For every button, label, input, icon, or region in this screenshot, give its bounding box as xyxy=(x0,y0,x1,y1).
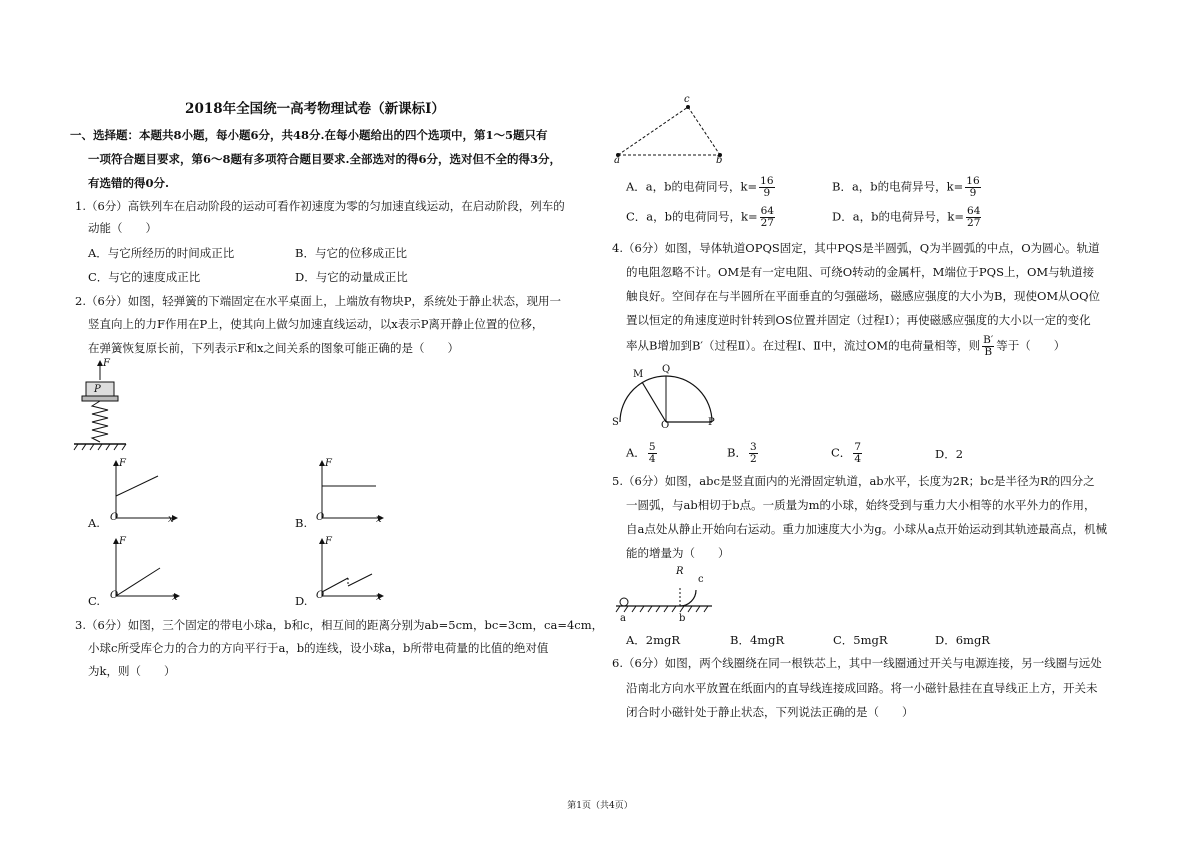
q4-option-a xyxy=(626,442,659,465)
q2-stem-line-1: 2.（6分）如图，轻弹簧的下端固定在水平桌面上，上端放有物块P，系统处于静止状态，现用一 xyxy=(75,294,562,308)
page-title: 2018年全国统一高考物理试卷（新课标Ⅰ） xyxy=(185,101,445,117)
q3-option-d xyxy=(832,206,983,229)
charge-a-label: a xyxy=(614,155,620,166)
q4-stem-line-2: 的电阻忽略不计。OM是有一定电阻、可绕O转动的金属杆，M端位于PQS上，OM与轨道接 xyxy=(626,265,1095,279)
section-header-line-3: 有选错的得0分. xyxy=(88,176,170,190)
q3-stem-line-2: 小球c所受库仑力的合力的方向平行于a，b的连线，设小球a，b所带电荷量的比值的绝对值 xyxy=(88,641,549,655)
q4-option-b xyxy=(727,442,760,465)
q5-stem-line-4: 能的增量为（ ） xyxy=(626,546,730,560)
page-footer: 第1页（共4页） xyxy=(567,801,633,811)
q2-option-b-label: B. xyxy=(295,516,308,530)
q2-graph-a-f: F xyxy=(119,458,126,469)
q2-graph-b-f: F xyxy=(325,458,332,469)
q1-stem-line-1: 1.（6分）高铁列车在启动阶段的运动可看作初速度为零的匀加速直线运动，在启动阶段，列车的 xyxy=(75,199,565,213)
q4-stem-line-5-text: 率从B增加到B′（过程Ⅱ）。在过程Ⅰ、Ⅱ中，流过OM的电荷量相等，则 xyxy=(626,338,981,353)
q4-option-c xyxy=(831,442,864,465)
q4-c-den: 4 xyxy=(854,453,861,465)
charge-triangle-figure xyxy=(612,95,732,165)
q3-b-num: 16 xyxy=(966,175,980,187)
section-header-line-2: 一项符合题目要求，第6～8题有多项符合题目要求.全部选对的得6分，选对但不全的得3分， xyxy=(88,152,562,166)
q2-option-c-label: C. xyxy=(88,594,101,608)
q3-option-b xyxy=(832,176,983,199)
q4-a-num: 5 xyxy=(648,441,656,453)
q4-option-a-text: A． xyxy=(626,445,646,460)
track-c-label: c xyxy=(698,574,704,585)
charge-b-label: b xyxy=(716,155,723,166)
q5-option-c: C．5mgR xyxy=(833,633,888,647)
q4-option-b-text: B． xyxy=(727,445,747,460)
q3-option-a xyxy=(626,176,777,199)
q4-ratio-fraction xyxy=(982,335,994,358)
track-figure xyxy=(612,566,722,626)
q4-option-a-fraction xyxy=(648,442,657,465)
q4-stem-line-1: 4.（6分）如图，导体轨道OPQS固定，其中PQS是半圆弧，Q为半圆弧的中点，O为圆心。轨道 xyxy=(612,241,1100,255)
q3-option-c-fraction xyxy=(760,206,775,229)
q2-option-a-label: A. xyxy=(88,516,100,530)
q2-stem-line-2: 竖直向上的力F作用在P上，使其向上做匀加速直线运动，以x表示P离开静止位置的位移， xyxy=(88,317,544,331)
q3-stem-line-1: 3.（6分）如图，三个固定的带电小球a，b和c，相互间的距离分别为ab=5cm，bc=3cm，ca=4cm， xyxy=(75,618,604,632)
q3-option-a-text: A．a，b的电荷同号，k= xyxy=(626,179,758,194)
q4-option-c-text: C． xyxy=(831,445,852,460)
q4-ratio-den: B xyxy=(984,346,993,358)
point-p-label: P xyxy=(708,417,715,428)
q2-graph-d-x: x xyxy=(376,592,382,603)
track-b-label: b xyxy=(679,613,686,624)
q2-graph-c-o: O xyxy=(110,590,119,601)
point-s-label: S xyxy=(612,417,619,428)
q4-option-c-fraction xyxy=(853,442,862,465)
q5-stem-line-2: 一圆弧，与ab相切于b点。一质量为m的小球，始终受到与重力大小相等的水平外力的作用， xyxy=(626,498,1096,512)
q4-stem-line-5 xyxy=(626,335,1065,358)
q2-stem-line-3: 在弹簧恢复原长前，下列表示F和x之间关系的图象可能正确的是（ ） xyxy=(88,341,459,355)
q2-graph-c-f: F xyxy=(119,536,126,547)
q4-option-d: D．2 xyxy=(935,447,964,461)
q1-stem-line-2: 动能（ ） xyxy=(88,221,157,235)
q3-b-den: 9 xyxy=(969,187,977,199)
q5-stem-line-1: 5.（6分）如图，abc是竖直面内的光滑固定轨道，ab水平，长度为2R；bc是半径为R的四分之 xyxy=(612,474,1095,488)
spring-force-label: F xyxy=(103,358,110,369)
q1-option-a: A．与它所经历的时间成正比 xyxy=(88,246,235,260)
q6-stem-line-2: 沿南北方向水平放置在纸面内的直导线连接成回路。将一小磁针悬挂在直导线正上方，开关未 xyxy=(626,681,1098,695)
q1-option-d: D．与它的动量成正比 xyxy=(295,270,408,284)
q6-stem-line-1: 6.（6分）如图，两个线圈绕在同一根铁芯上，其中一线圈通过开关与电源连接，另一线圈与远处 xyxy=(612,656,1102,670)
spring-figure xyxy=(70,360,130,455)
q4-ratio-num: B′ xyxy=(983,334,994,346)
q2-graph-b-x: x xyxy=(376,514,382,525)
q4-c-num: 7 xyxy=(854,441,861,453)
q3-option-a-fraction xyxy=(759,176,774,199)
track-radius-label: R xyxy=(676,566,684,577)
q1-option-b: B．与它的位移成正比 xyxy=(295,246,407,260)
q4-stem-line-3: 触良好。空间存在与半圆所在平面垂直的匀强磁场，磁感应强度的大小为B，现使OM从OQ位 xyxy=(626,289,1101,303)
q4-b-num: 3 xyxy=(749,441,757,453)
track-a-label: a xyxy=(620,613,626,624)
q4-b-den: 2 xyxy=(749,453,757,465)
q3-a-num: 16 xyxy=(760,175,774,187)
q4-a-den: 4 xyxy=(648,453,656,465)
q5-option-b: B．4mgR xyxy=(730,633,785,647)
q5-stem-line-3: 自a点处从静止开始向右运动。重力加速度大小为g。小球从a点开始运动到其轨迹最高点，机械 xyxy=(626,522,1108,536)
q2-graph-a-x: x xyxy=(168,514,174,525)
q3-d-den: 27 xyxy=(967,217,981,229)
q2-graph-b-o: O xyxy=(316,512,325,523)
q2-graph-d-o: O xyxy=(316,590,325,601)
q6-stem-line-3: 闭合时小磁针处于静止状态，下列说法正确的是（ ） xyxy=(626,705,914,719)
q2-graph-c-x: x xyxy=(172,592,178,603)
q3-option-c xyxy=(626,206,777,229)
q5-option-d: D．6mgR xyxy=(935,633,990,647)
q3-option-b-fraction xyxy=(965,176,980,199)
section-header-line-1: 一、选择题：本题共8小题，每小题6分，共48分.在每小题给出的四个选项中，第1～5题只有 xyxy=(70,128,548,142)
q2-graph-a-o: O xyxy=(110,512,119,523)
q3-option-d-text: D．a，b的电荷异号，k= xyxy=(832,209,965,224)
point-o-label: O xyxy=(661,420,670,431)
q5-option-a: A．2mgR xyxy=(626,633,681,647)
q3-c-den: 27 xyxy=(760,217,774,229)
charge-c-label: c xyxy=(684,94,690,105)
block-p-label: P xyxy=(94,384,101,395)
q1-option-c: C．与它的速度成正比 xyxy=(88,270,201,284)
q4-option-b-fraction xyxy=(749,442,758,465)
point-q-label: Q xyxy=(662,364,671,375)
point-m-label: M xyxy=(633,369,644,380)
q4-stem-line-5-tail: 等于（ ） xyxy=(996,338,1066,353)
q3-option-c-text: C．a，b的电荷同号，k= xyxy=(626,209,758,224)
q2-graph-d-f: F xyxy=(325,536,332,547)
q2-option-d-label: D. xyxy=(295,594,308,608)
q3-stem-line-3: 为k，则（ ） xyxy=(88,664,176,678)
q3-d-num: 64 xyxy=(967,205,981,217)
q3-option-d-fraction xyxy=(966,206,981,229)
q3-c-num: 64 xyxy=(760,205,774,217)
q4-stem-line-4: 置以恒定的角速度逆时针转到OS位置并固定（过程Ⅰ）；再使磁感应强度的大小以一定的变化 xyxy=(626,313,1091,327)
q3-option-b-text: B．a，b的电荷异号，k= xyxy=(832,179,964,194)
q3-a-den: 9 xyxy=(763,187,771,199)
